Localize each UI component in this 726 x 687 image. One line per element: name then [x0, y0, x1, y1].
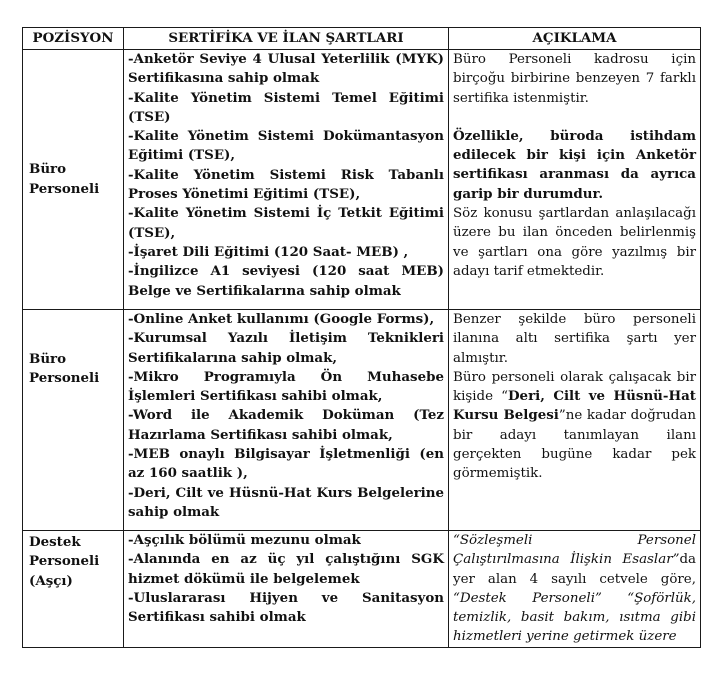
position-line: (Aşçı): [29, 572, 73, 589]
explanation-cell: [449, 310, 701, 531]
explanation-cell: [449, 50, 701, 310]
position-line: Personeli: [29, 553, 100, 570]
document-page: [22, 27, 700, 643]
explanation-paragraph: [453, 531, 696, 647]
explanation-bold-text: Deri, Cilt ve Hüsnü-Hat Kursu Belgesi: [453, 388, 696, 424]
position-line: Büro: [29, 161, 67, 178]
explanation-paragraph: Söz konusu şartlardan anlaşılacağı üzere bu ilan önceden belirlenmiş ve şartları ona göre yazılmış bir adayı tarif etmektedir.: [453, 206, 696, 279]
header-explanation: AÇIKLAMA: [449, 28, 701, 50]
requirement-item: -Mikro Programıyla Ön Muhasebe İşlemleri Sertifikası sahibi olmak,: [128, 368, 444, 405]
position-line: Personeli: [29, 180, 100, 197]
paragraph-gap: [453, 108, 696, 127]
position-cell: [23, 531, 124, 648]
requirement-item: -Kalite Yönetim Sistemi İç Tetkit Eğitimi (TSE),: [128, 205, 444, 241]
table-row: [23, 310, 701, 531]
requirement-item: -Uluslararası Hijyen ve Sanitasyon Sertifikası sahibi olmak: [128, 589, 444, 626]
table-header-row: [23, 28, 701, 50]
requirements-cell: [124, 50, 449, 310]
position-cell: [23, 50, 124, 310]
requirement-item: -Kalite Yönetim Sistemi Temel Eğitimi (TSE): [128, 89, 444, 125]
requirement-item: -Kalite Yönetim Sistemi Dokümantasyon Eğitimi (TSE),: [128, 128, 444, 164]
table-row: [23, 531, 701, 648]
explanation-italic-text: “Sözleşmeli Personel Çalıştırılmasına İlişkin Esaslar”: [453, 533, 696, 568]
position-line: Büro: [29, 351, 67, 367]
requirement-item: -Online Anket kullanımı (Google Forms),: [128, 311, 435, 327]
position-cell: [23, 310, 124, 531]
certificate-table: [22, 27, 701, 648]
explanation-cell: [449, 531, 701, 648]
position-line: Personeli: [29, 370, 100, 387]
requirement-item: -Alanında en az üç yıl çalıştığını SGK hizmet dökümü ile belgelemek: [128, 551, 444, 587]
explanation-text: da yer alan 4 sayılı cetvele göre,: [453, 552, 696, 587]
requirement-item: -İşaret Dili Eğitimi (120 Saat- MEB) ,: [128, 243, 409, 260]
requirement-item: -Kalite Yönetim Sistemi Risk Tabanlı Proses Yönetimi Eğitimi (TSE),: [128, 166, 444, 203]
requirement-item: -MEB onaylı Bilgisayar İşletmenliği (en az 160 saatlik ),: [128, 446, 444, 482]
position-spacer: [29, 312, 119, 350]
requirements-cell: [124, 531, 449, 648]
requirement-item: -Deri, Cilt ve Hüsnü-Hat Kurs Belgelerine sahip olmak: [128, 484, 444, 520]
explanation-paragraph: Büro Personeli kadrosu için birçoğu birbirine benzeyen 7 farklı sertifika istenmiştir.: [453, 52, 696, 106]
explanation-paragraph: Benzer şekilde büro personeli ilanına altı sertifika şartı yer almıştır.: [453, 312, 696, 366]
explanation-paragraph: [453, 368, 696, 484]
requirement-item: -Anketör Seviye 4 Ulusal Yeterlilik (MYK) Sertifikasına sahip olmak: [128, 51, 444, 87]
requirement-item: -Kurumsal Yazılı İletişim Teknikleri Sertifikalarına sahip olmak,: [128, 330, 444, 366]
requirement-item: -İngilizce A1 seviyesi (120 saat MEB) Belge ve Sertifikalarına sahip olmak: [128, 263, 444, 299]
requirement-item: -Aşçılık bölümü mezunu olmak: [128, 532, 361, 548]
table-row: [23, 50, 701, 310]
requirement-item: -Word ile Akademik Doküman (Tez Hazırlama Sertifikası sahibi olmak,: [128, 407, 444, 443]
header-requirements: SERTİFİKA VE İLAN ŞARTLARI: [124, 28, 449, 50]
header-position: POZİSYON: [23, 28, 124, 50]
explanation-italic-text: “Destek Personeli” “Şoförlük, temizlik, basit bakım, ısıtma gibi hizmetleri yerine getirmek üzere: [453, 590, 696, 645]
explanation-text: Büro personeli olarak çalışacak bir kişide “: [453, 369, 696, 405]
explanation-paragraph-bold: Özellikle, büroda istihdam edilecek bir kişi için Anketör sertifikası aranması da ayrıca garip bir durumdur.: [453, 127, 696, 202]
explanation-text: ”ne kadar doğrudan bir adayı tanımlayan ilanı gerçekten bugüne kadar pek görmemiştik.: [453, 408, 696, 482]
position-line: Destek: [29, 534, 81, 550]
requirements-cell: [124, 310, 449, 531]
